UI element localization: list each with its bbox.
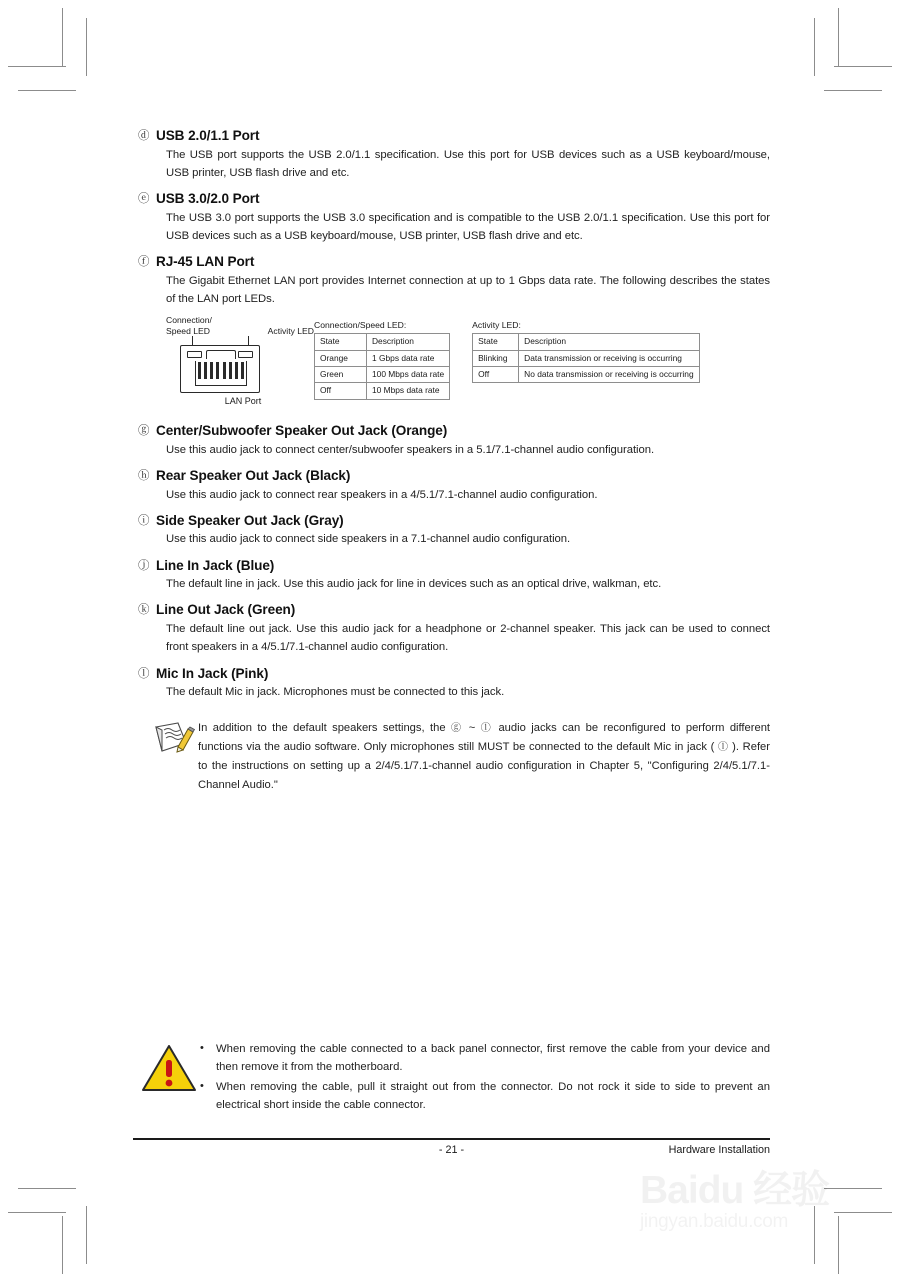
entry-usb20: [138, 128, 770, 182]
entry-mic-in: [138, 666, 770, 702]
note-range-separator: ~: [463, 722, 481, 735]
entry-heading: [138, 254, 770, 270]
note-callout: [152, 719, 770, 794]
entry-heading: [138, 558, 770, 574]
bullet-icon: •: [200, 1042, 204, 1054]
cell-description: No data transmission or receiving is occurring: [519, 366, 699, 382]
leader-line-left: [192, 336, 193, 345]
warning-item-text: When removing the cable connected to a back panel connector, first remove the cable from your device and then remove it from the motherboard.: [216, 1043, 770, 1074]
entry-title-usb20: USB 2.0/1.1 Port: [156, 128, 260, 143]
entry-heading: [138, 666, 770, 682]
led-state-tables: [314, 312, 770, 399]
entry-title-lan: RJ-45 LAN Port: [156, 254, 255, 270]
rj45-pins-icon: [198, 362, 244, 379]
warning-item-text: When removing the cable, pull it straight out from the connector. Do not rock it side to side to prevent an electrical short inside the cable connector.: [216, 1080, 770, 1112]
crop-mark-bl-v: [62, 1216, 63, 1274]
lan-diagram-block: [166, 312, 770, 407]
marker-j-icon: ⓙ: [138, 559, 150, 572]
crop-mark-br-h: [834, 1212, 892, 1213]
entry-usb30: [138, 191, 770, 245]
watermark-sub-text: jingyan.baidu.com: [640, 1211, 789, 1233]
activity-led-table: [472, 333, 699, 383]
entry-title-mic-in: Mic In Jack (Pink): [156, 665, 269, 681]
rj45-connector-icon: [180, 345, 260, 393]
cell-state: Blinking: [473, 350, 519, 366]
entry-center-subwoofer: [138, 423, 770, 459]
crop-mark-tr-h: [834, 66, 892, 67]
manual-page-content: [138, 128, 770, 795]
table-row: [315, 366, 450, 382]
connection-speed-led-table: [314, 333, 450, 399]
entry-body-line-in: The default line in jack. Use this audio jack for line in devices such as an optical drive, walkman, etc.: [166, 578, 662, 591]
entry-heading: [138, 128, 770, 144]
entry-body-side-speaker: Use this audio jack to connect side speakers in a 7.1-channel audio configuration.: [166, 533, 571, 546]
table-header-row: [315, 334, 450, 350]
marker-d-icon: ⓓ: [138, 130, 150, 142]
activity-led-icon: [238, 351, 253, 358]
table-caption: Connection/Speed LED:: [314, 320, 407, 331]
crop-mark-tr-h2: [824, 90, 882, 91]
note-part-1: In addition to the default speakers settings, the: [198, 722, 451, 735]
marker-e-icon: ⓔ: [138, 193, 150, 206]
label-line-1: Connection/: [166, 315, 212, 326]
note-marker-mic-icon: ⓛ: [717, 742, 729, 754]
table-row: [473, 350, 699, 366]
page-number: - 21 -: [438, 1144, 465, 1156]
footer-divider: [133, 1138, 770, 1140]
entry-body-center-subwoofer: Use this audio jack to connect center/subwoofer speakers in a 5.1/7.1-channel audio configuration.: [166, 443, 655, 456]
crop-mark-br-v: [838, 1216, 839, 1274]
col-header-description: Description: [519, 334, 699, 350]
cell-state: Orange: [315, 350, 367, 366]
lan-led-labels: [166, 312, 314, 336]
crop-mark-br-h2: [824, 1188, 882, 1189]
crop-mark-br-v2: [814, 1206, 815, 1264]
crop-mark-tr-v: [838, 8, 839, 66]
table-caption: Activity LED:: [472, 320, 521, 331]
entry-title-line-out: Line Out Jack (Green): [156, 602, 296, 618]
entry-lan: [138, 254, 770, 407]
cell-state: Off: [315, 383, 367, 399]
crop-mark-tr-v2: [814, 18, 815, 76]
entry-heading: [138, 602, 770, 618]
entry-body-line-out: The default line out jack. Use this audio jack for a headphone or 2-channel speaker. This jack can be used to connect front speakers in a 4/5.1/7.1-channel audio configuration.: [166, 622, 770, 654]
table-row: [315, 383, 450, 399]
label-line-2: Speed LED: [166, 325, 210, 336]
lan-port-figure: [166, 312, 314, 407]
entry-heading: [138, 468, 770, 484]
leader-lines: [166, 336, 314, 345]
list-item: [200, 1078, 770, 1115]
cell-description: 100 Mbps data rate: [367, 366, 450, 382]
footer-section-label: Hardware Installation: [668, 1144, 770, 1156]
col-header-state: State: [315, 334, 367, 350]
entry-heading: [138, 191, 770, 207]
note-marker-from-icon: ⓖ: [450, 723, 464, 735]
entry-rear-speaker: [138, 468, 770, 504]
note-pencil-icon: [152, 721, 196, 755]
entry-body-lan: The Gigabit Ethernet LAN port provides Internet connection at up to 1 Gbps data rate. The following describes the states of the LAN port LEDs.: [166, 274, 770, 305]
leader-line-right: [248, 336, 249, 345]
activity-led-label: Activity LED: [267, 325, 314, 336]
cell-description: Data transmission or receiving is occurring: [519, 350, 699, 366]
entry-line-in: [138, 558, 770, 594]
lan-port-caption: LAN Port: [224, 396, 262, 407]
cell-description: 1 Gbps data rate: [367, 350, 450, 366]
crop-mark-tl-v2: [86, 18, 87, 76]
entry-heading: [138, 513, 770, 529]
marker-i-icon: ⓘ: [138, 514, 150, 527]
entry-line-out: [138, 602, 770, 656]
crop-mark-bl-h: [8, 1212, 66, 1213]
crop-mark-tl-h: [8, 66, 66, 67]
connection-speed-led-label: [166, 315, 212, 336]
cell-description: 10 Mbps data rate: [367, 383, 450, 399]
note-marker-to-icon: ⓛ: [480, 723, 494, 735]
table-header-row: [473, 334, 699, 350]
bullet-icon: •: [200, 1079, 204, 1092]
entry-body-usb30: The USB 3.0 port supports the USB 3.0 specification and is compatible to the USB 2.0/1.1 specification. Use this port for USB devices such as a USB keyboard/mouse, USB printer, USB flash drive and etc.: [166, 211, 770, 242]
table-row: [315, 350, 450, 366]
entry-body-usb20: The USB port supports the USB 2.0/1.1 specification. Use this port for USB devices such as a USB keyboard/mouse, USB printer, USB flash drive and etc.: [166, 148, 770, 179]
entry-heading: [138, 423, 770, 439]
marker-h-icon: ⓗ: [138, 470, 150, 483]
note-text: [198, 719, 770, 794]
col-header-description: Description: [367, 334, 450, 350]
connection-speed-led-icon: [187, 351, 202, 358]
marker-f-icon: ⓕ: [138, 256, 150, 269]
rj45-latch-icon: [206, 350, 236, 359]
entry-title-rear-speaker: Rear Speaker Out Jack (Black): [156, 468, 351, 484]
crop-mark-tl-h2: [18, 90, 76, 91]
entry-side-speaker: [138, 513, 770, 549]
note-part-2: audio jacks can be reconfigured to perform different functions via the audio software. Only microphones still MUST be connected to the default Mic in jack (: [198, 722, 771, 754]
warning-triangle-icon: [138, 1040, 200, 1096]
entry-title-usb30: USB 3.0/2.0 Port: [156, 191, 260, 207]
col-header-state: State: [473, 334, 519, 350]
entry-body-rear-speaker: Use this audio jack to connect rear speakers in a 4/5.1/7.1-channel audio configuration.: [166, 488, 598, 501]
table-row: [473, 366, 699, 382]
warning-list: [200, 1040, 770, 1116]
connection-speed-led-table-group: [314, 320, 450, 399]
crop-mark-bl-v2: [86, 1206, 87, 1264]
entry-title-side-speaker: Side Speaker Out Jack (Gray): [156, 512, 344, 528]
cell-state: Off: [473, 366, 519, 382]
entry-title-line-in: Line In Jack (Blue): [156, 557, 275, 573]
watermark-main-text: Baidu 经验: [640, 1169, 830, 1212]
entry-title-center-subwoofer: Center/Subwoofer Speaker Out Jack (Orange): [156, 423, 448, 439]
activity-led-table-group: [472, 320, 699, 399]
cell-state: Green: [315, 366, 367, 382]
baidu-watermark: [640, 1169, 880, 1233]
note-part-3: ). Refer to the instructions on setting up a 2/4/5.1/7.1-channel audio configuration in Chapter 5, "Configuring 2/4/5.1/7.1-Channel Audio.": [198, 741, 770, 791]
warning-callout: [138, 1040, 770, 1116]
crop-mark-tl-v: [62, 8, 63, 66]
list-item: [200, 1040, 770, 1077]
entry-body-mic-in: The default Mic in jack. Microphones must be connected to this jack.: [166, 686, 505, 699]
marker-k-icon: ⓚ: [138, 604, 150, 617]
crop-mark-bl-h2: [18, 1188, 76, 1189]
marker-l-icon: ⓛ: [138, 667, 150, 680]
marker-g-icon: ⓖ: [138, 425, 150, 438]
